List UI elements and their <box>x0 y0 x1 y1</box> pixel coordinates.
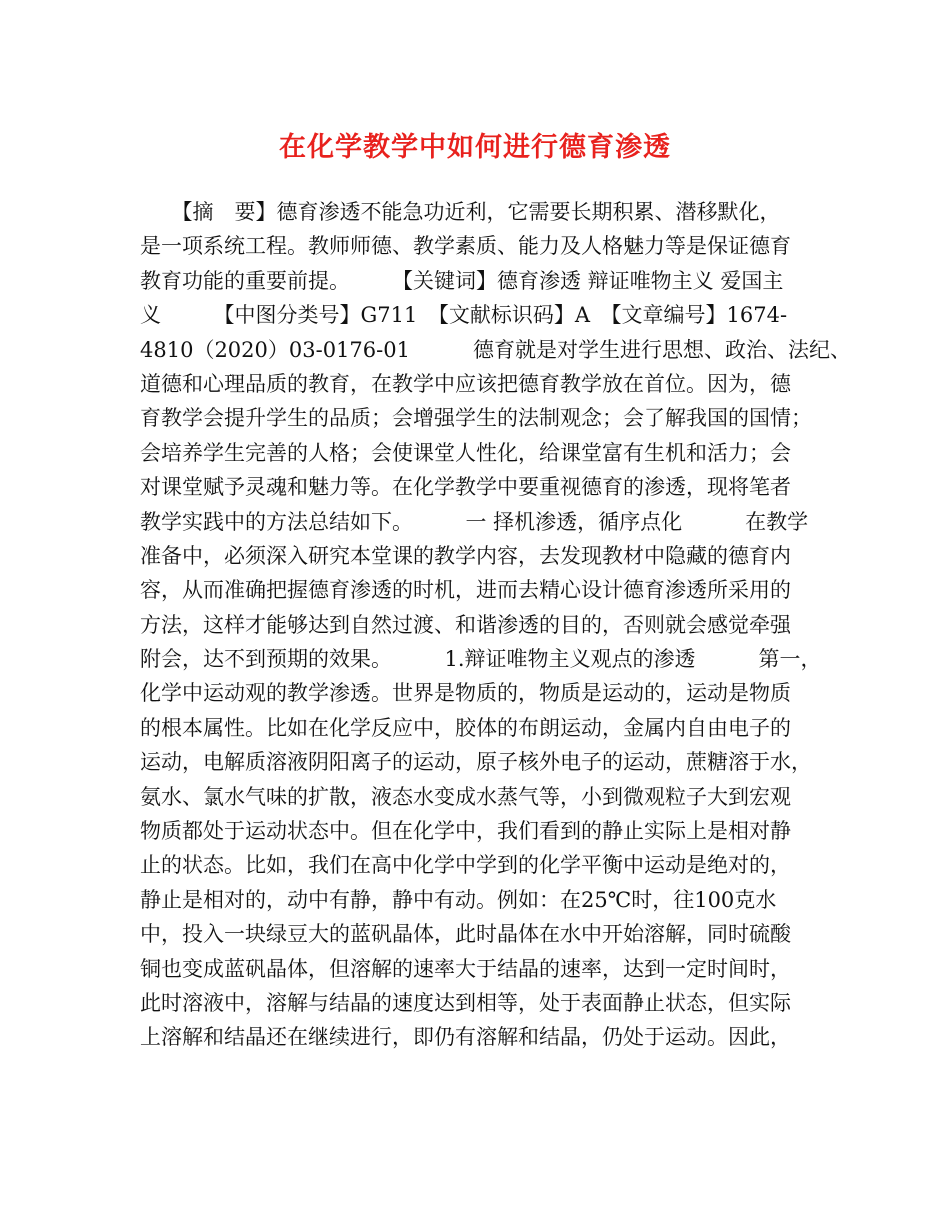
page-title: 在化学教学中如何进行德育渗透 <box>279 132 671 163</box>
text-line: 教学实践中的方法总结如下。 一 择机渗透，循序点化 在教学 <box>140 509 809 534</box>
text-line: 【摘 要】德育渗透不能急功近利，它需要长期积累、潜移默化， <box>140 200 781 224</box>
text-line: 化学中运动观的教学渗透。世界是物质的，物质是运动的，运动是物质 <box>140 681 791 706</box>
text-line: 道德和心理品质的教育，在教学中应该把德育教学放在首位。因为，德 <box>140 371 791 396</box>
text-line: 是一项系统工程。教师师德、教学素质、能力及人格魅力等是保证德育 <box>140 234 791 259</box>
article-body <box>140 195 851 1055</box>
text-line: 运动，电解质溶液阴阳离子的运动，原子核外电子的运动，蔗糖溶于水， <box>140 750 812 775</box>
text-line: 止的状态。比如，我们在高中化学中学到的化学平衡中运动是绝对的， <box>140 853 791 878</box>
text-line: 会培养学生完善的人格；会使课堂人性化，给课堂富有生机和活力；会 <box>140 440 791 465</box>
text-line: 方法，这样才能够达到自然过渡、和谐渗透的目的，否则就会感觉牵强 <box>140 612 791 637</box>
text-line: 教育功能的重要前提。 【关键词】德育渗透 辩证唯物主义 爱国主 <box>140 268 784 293</box>
text-line: 容，从而准确把握德育渗透的时机，进而去精心设计德育渗透所采用的 <box>140 578 791 603</box>
text-line: 附会，达不到预期的效果。 1.辩证唯物主义观点的渗透 第一， <box>140 647 822 672</box>
text-line: 育教学会提升学生的品质；会增强学生的法制观念；会了解我国的国情； <box>140 406 812 431</box>
text-line: 准备中，必须深入研究本堂课的教学内容，去发现教材中隐藏的德育内 <box>140 543 791 568</box>
text-line: 铜也变成蓝矾晶体，但溶解的速率大于结晶的速率，达到一定时间时， <box>140 956 791 981</box>
text-line: 此时溶液中，溶解与结晶的速度达到相等，处于表面静止状态，但实际 <box>140 990 791 1015</box>
text-line: 中，投入一块绿豆大的蓝矾晶体，此时晶体在水中开始溶解，同时硫酸 <box>140 922 791 947</box>
text-line: 义 【中图分类号】G711 【文献标识码】A 【文章编号】1674- <box>140 303 788 328</box>
text-line: 4810（2020）03-0176-01 德育就是对学生进行思想、政治、法纪、 <box>140 337 851 362</box>
text-line: 物质都处于运动状态中。但在化学中，我们看到的静止实际上是相对静 <box>140 819 791 844</box>
text-line: 对课堂赋予灵魂和魅力等。在化学教学中要重视德育的渗透，现将笔者 <box>140 475 791 500</box>
text-line: 上溶解和结晶还在继续进行，即仍有溶解和结晶，仍处于运动。因此， <box>140 1025 791 1050</box>
text-line: 的根本属性。比如在化学反应中，胶体的布朗运动，金属内自由电子的 <box>140 715 791 740</box>
text-line: 静止是相对的，动中有静，静中有动。例如：在25℃时，往100克水 <box>140 887 777 912</box>
text-line: 氨水、氯水气味的扩散，液态水变成水蒸气等，小到微观粒子大到宏观 <box>140 784 791 809</box>
